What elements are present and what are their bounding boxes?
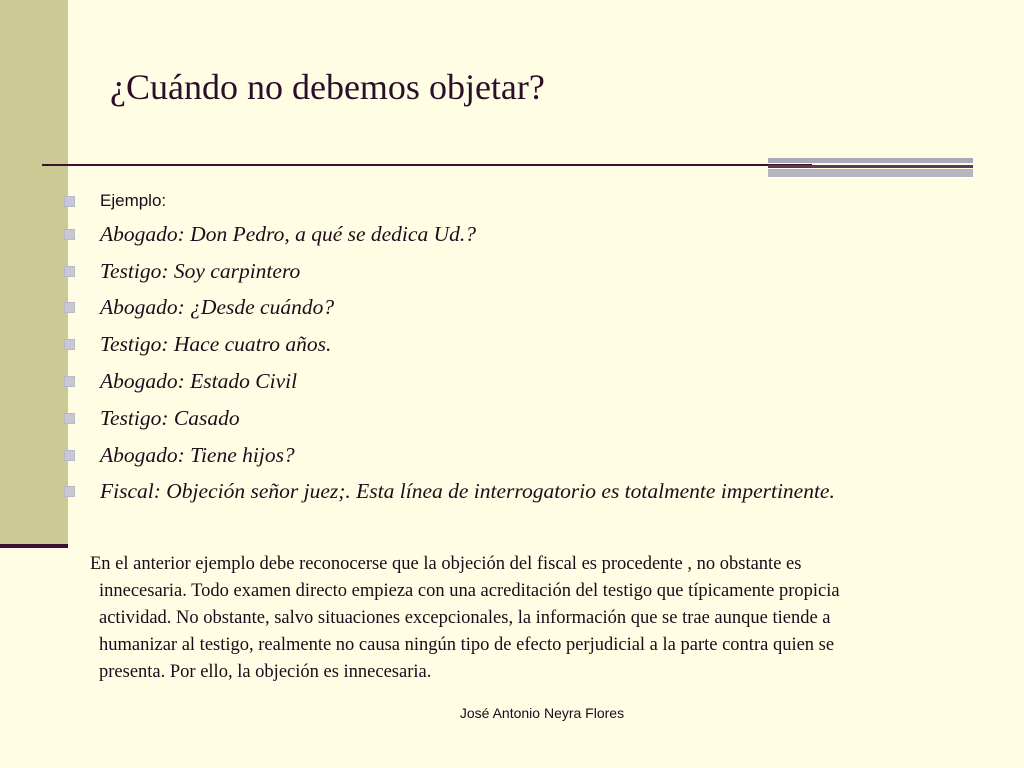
title-divider-accent [768, 158, 973, 179]
bullet-item [60, 363, 835, 400]
footer-author: José Antonio Neyra Flores [459, 705, 625, 721]
bullet-text: Testigo: Casado [100, 405, 240, 430]
bullet-item [60, 290, 835, 327]
bullet-text: Abogado: Tiene hijos? [100, 442, 295, 467]
paragraph-line: innecesaria. Todo examen directo empieza con una acreditación del testigo que típicamente propicia [99, 581, 840, 601]
bullet-item [60, 216, 835, 253]
bullet-text: Abogado: ¿Desde cuándo? [100, 295, 335, 320]
bullet-item [60, 253, 835, 290]
bullet-square-icon [64, 229, 75, 240]
bullet-text: Testigo: Hace cuatro años. [100, 332, 332, 357]
bullet-text: Abogado: Estado Civil [100, 369, 298, 394]
bullet-item [60, 186, 835, 216]
paragraph-line: actividad. No obstante, salvo situaciones excepcionales, la información que se trae aunque tiende a [99, 608, 831, 628]
bullet-text: Ejemplo: [100, 191, 167, 210]
title-divider [42, 164, 812, 166]
left-decorative-band [0, 0, 68, 545]
bullet-square-icon [64, 266, 75, 277]
bullet-text: Fiscal: Objeción señor juez;. Esta línea de interrogatorio es totalmente impertinente. [100, 479, 835, 504]
bullet-item [60, 437, 835, 474]
paragraph-line: En el anterior ejemplo debe reconocerse que la objeción del fiscal es procedente , no obstante es [90, 554, 802, 574]
bullet-text: Testigo: Soy carpintero [100, 258, 301, 283]
paragraph-line: humanizar al testigo, realmente no causa ningún tipo de efecto perjudicial a la parte contra quien se [99, 635, 835, 655]
left-band-divider [0, 544, 68, 548]
bullet-square-icon [64, 339, 75, 350]
bullet-list [60, 186, 835, 510]
bullet-square-icon [64, 302, 75, 313]
bullet-square-icon [64, 486, 75, 497]
bullet-square-icon [64, 413, 75, 424]
bullet-item [60, 474, 835, 511]
bullet-square-icon [64, 376, 75, 387]
bullet-square-icon [64, 196, 75, 207]
bullet-text: Abogado: Don Pedro, a qué se dedica Ud.? [100, 221, 476, 246]
bullet-item [60, 400, 835, 437]
slide-title: ¿Cuándo no debemos objetar? [110, 67, 545, 107]
bullet-item [60, 326, 835, 363]
paragraph-line: presenta. Por ello, la objeción es innecesaria. [99, 662, 432, 682]
explanation-paragraph [90, 551, 990, 686]
bullet-square-icon [64, 450, 75, 461]
